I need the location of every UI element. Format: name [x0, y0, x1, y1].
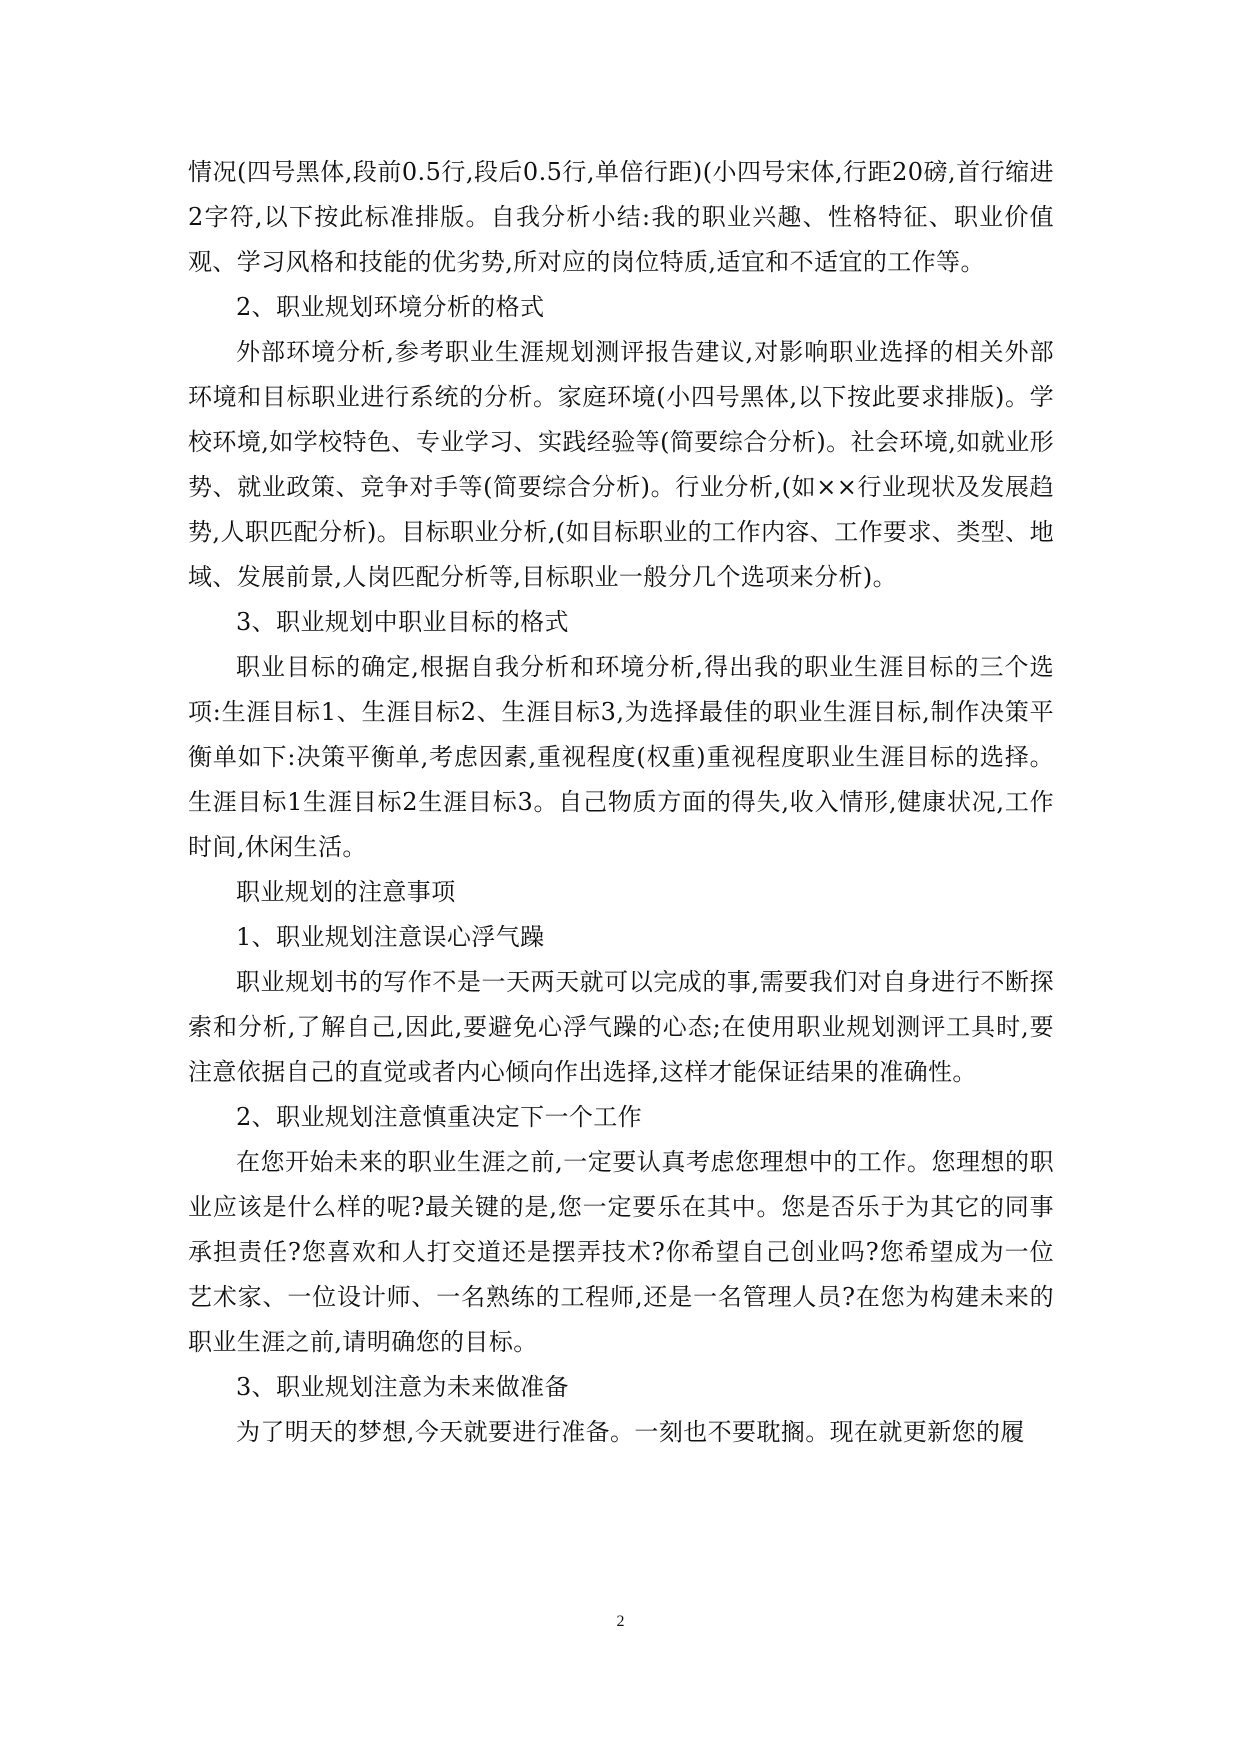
page-number: 2: [616, 1613, 625, 1630]
heading-environment-analysis-format: 2、职业规划环境分析的格式: [236, 293, 545, 321]
heading-planning-notes: 职业规划的注意事项: [236, 878, 456, 906]
document-body: [188, 150, 1054, 1455]
paragraph-self-analysis-summary: 情况(四号黑体,段前0.5行,段后0.5行,单倍行距)(小四号宋体,行距20磅,首行缩进2字符,以下按此标准排版。自我分析小结:我的职业兴趣、性格特征、职业价值观、学习风格和技能的优劣势,所对应的岗位特质,适宜和不适宜的工作等。: [188, 158, 1054, 276]
paragraph-note-prepare-future: 为了明天的梦想,今天就要进行准备。一刻也不要耽搁。现在就更新您的履: [236, 1418, 1025, 1446]
heading-note-next-job: 2、职业规划注意慎重决定下一个工作: [236, 1103, 643, 1131]
heading-career-goal-format: 3、职业规划中职业目标的格式: [236, 608, 569, 636]
paragraph-career-goal: 职业目标的确定,根据自我分析和环境分析,得出我的职业生涯目标的三个选项:生涯目标1、生涯目标2、生涯目标3,为选择最佳的职业生涯目标,制作决策平衡单如下:决策平衡单,考虑因素,重视程度(权重)重视程度职业生涯目标的选择。生涯目标1生涯目标2生涯目标3。自己物质方面的得失,收入情形,健康状况,工作时间,休闲生活。: [188, 653, 1054, 861]
paragraph-environment-analysis: 外部环境分析,参考职业生涯规划测评报告建议,对影响职业选择的相关外部环境和目标职业进行系统的分析。家庭环境(小四号黑体,以下按此要求排版)。学校环境,如学校特色、专业学习、实践经验等(简要综合分析)。社会环境,如就业形势、就业政策、竞争对手等(简要综合分析)。行业分析,(如××行业现状及发展趋势,人职匹配分析)。目标职业分析,(如目标职业的工作内容、工作要求、类型、地域、发展前景,人岗匹配分析等,目标职业一般分几个选项来分析)。: [188, 338, 1054, 591]
heading-note-impatience: 1、职业规划注意误心浮气躁: [236, 923, 545, 951]
heading-note-prepare-future: 3、职业规划注意为未来做准备: [236, 1373, 569, 1401]
paragraph-note-next-job: 在您开始未来的职业生涯之前,一定要认真考虑您理想中的工作。您理想的职业应该是什么样的呢?最关键的是,您一定要乐在其中。您是否乐于为其它的同事承担责任?您喜欢和人打交道还是摆弄技术?你希望自己创业吗?您希望成为一位艺术家、一位设计师、一名熟练的工程师,还是一名管理人员?在您为构建未来的职业生涯之前,请明确您的目标。: [188, 1148, 1054, 1356]
paragraph-note-impatience: 职业规划书的写作不是一天两天就可以完成的事,需要我们对自身进行不断探索和分析,了解自己,因此,要避免心浮气躁的心态;在使用职业规划测评工具时,要注意依据自己的直觉或者内心倾向作出选择,这样才能保证结果的准确性。: [188, 968, 1054, 1086]
